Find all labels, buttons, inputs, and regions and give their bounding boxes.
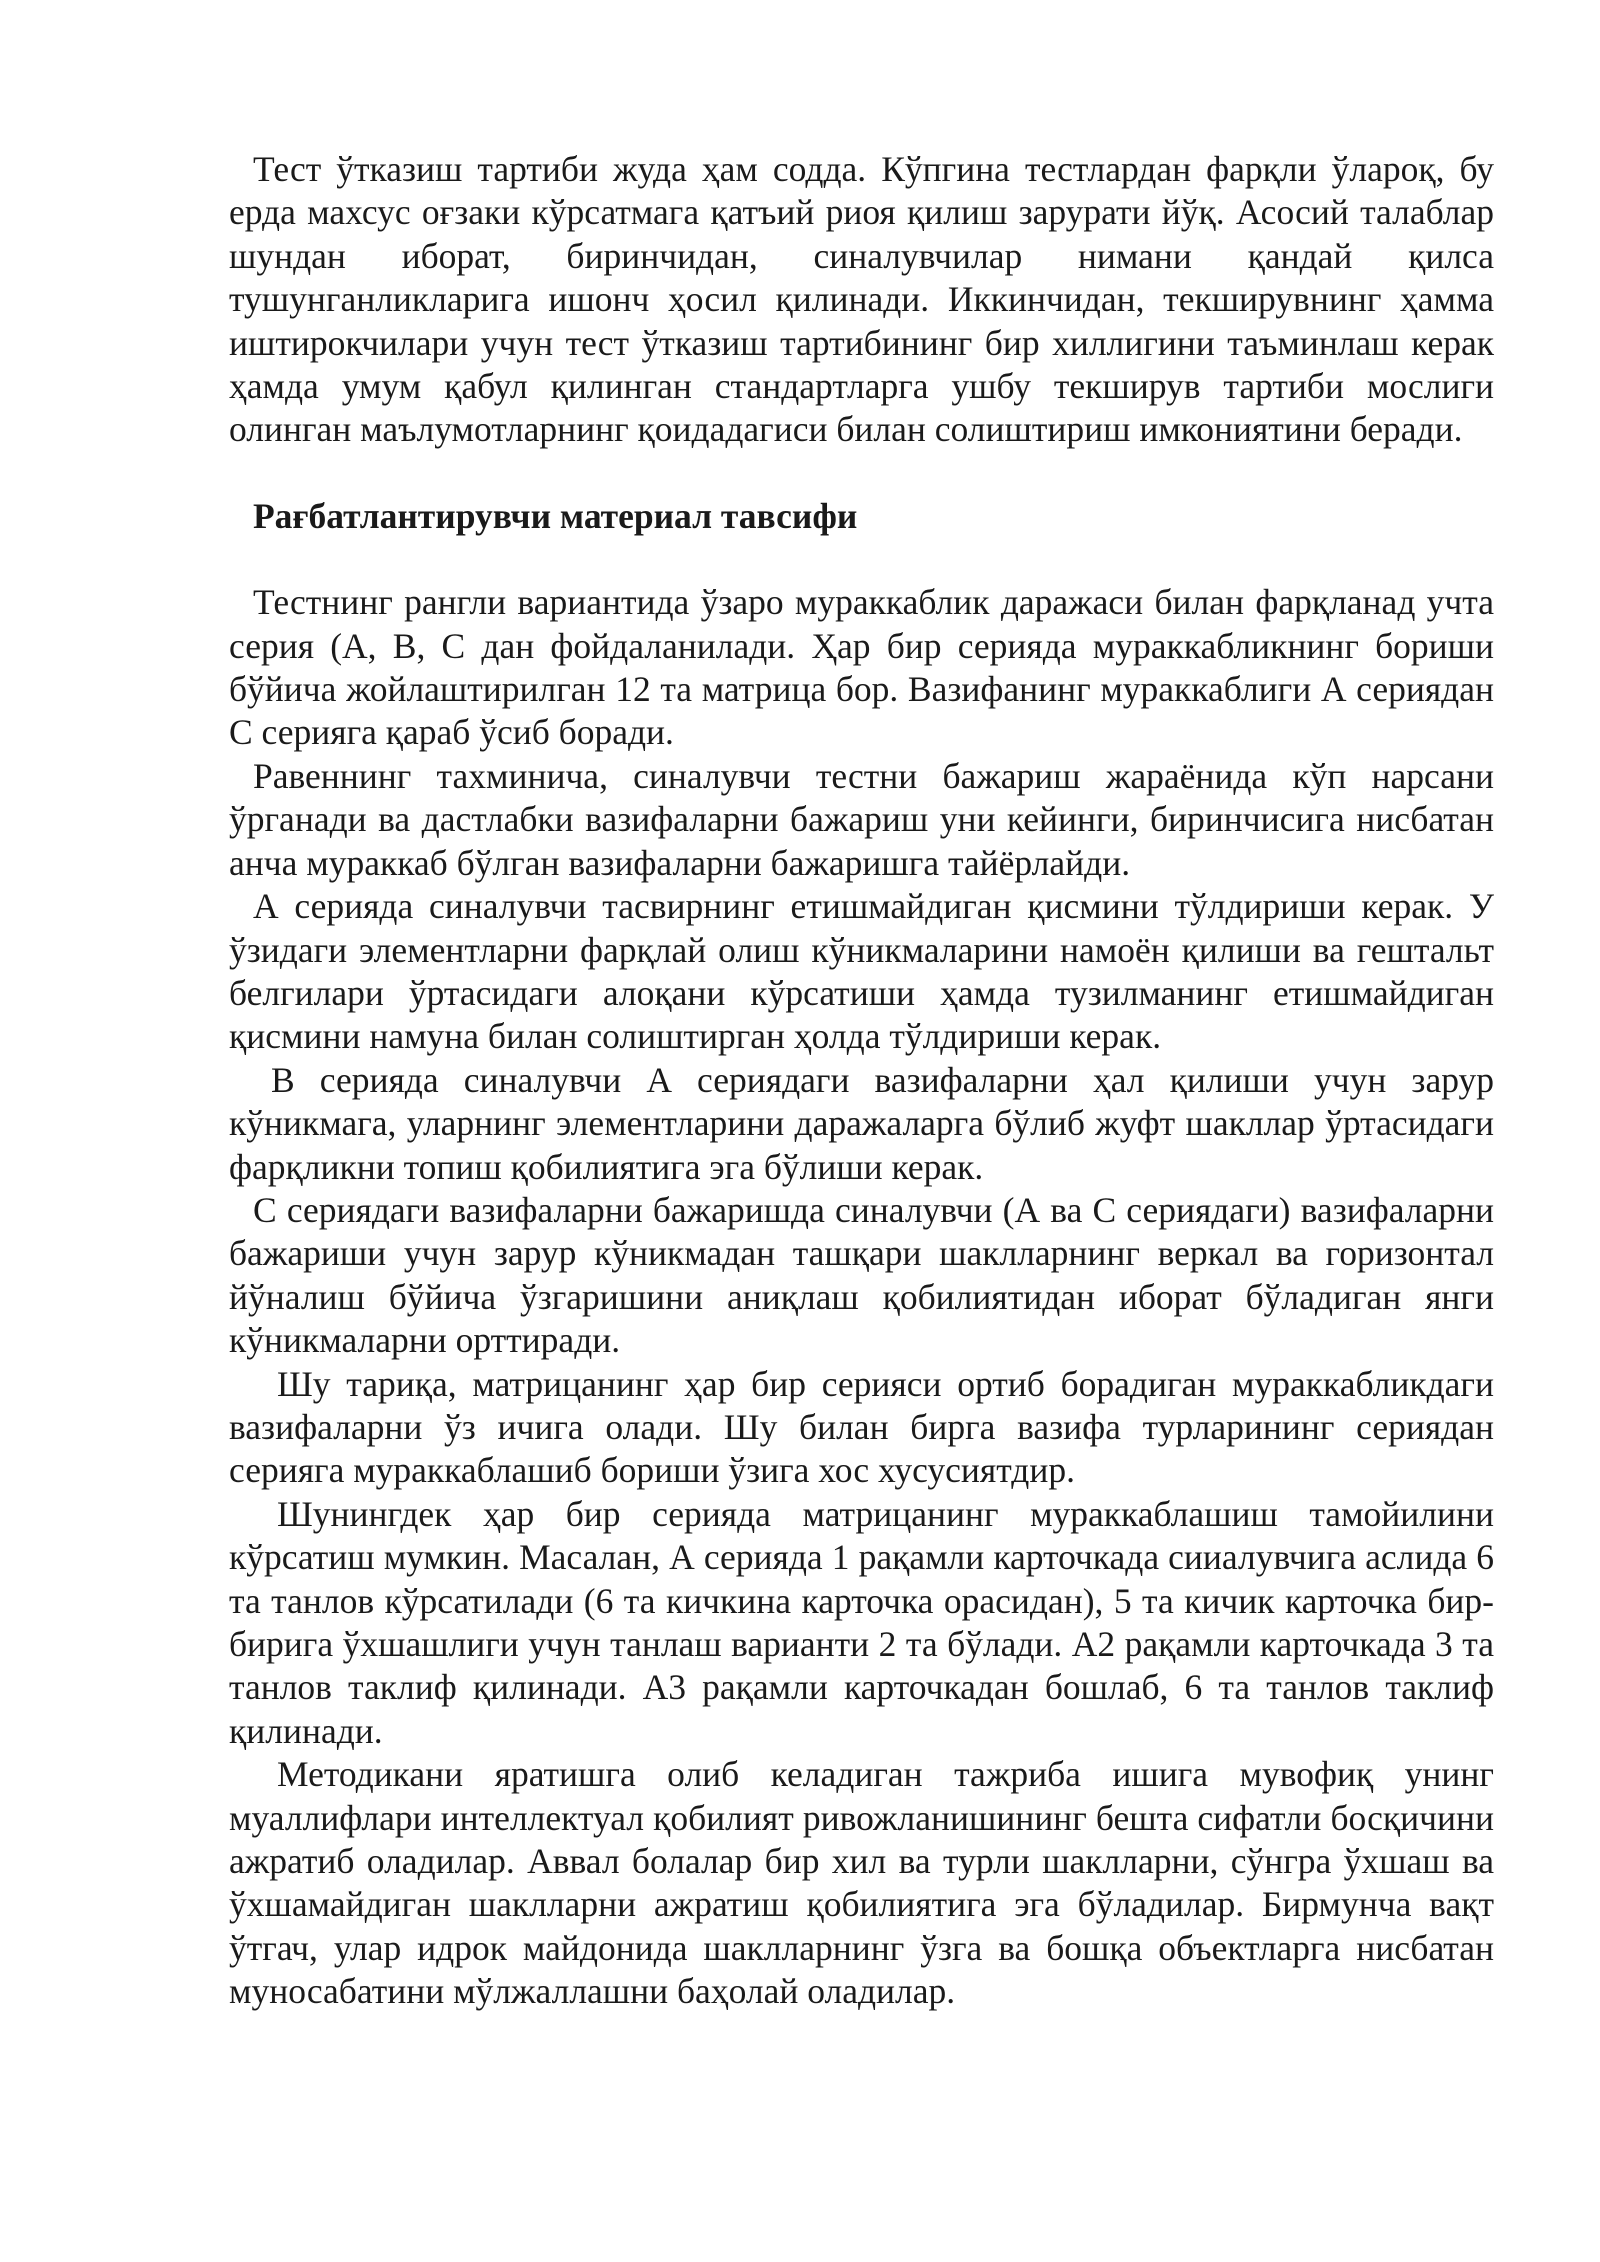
spacer bbox=[229, 538, 1494, 581]
paragraph-series-c: С сериядаги вазифаларни бажаришда синалувчи (А ва С сериядаги) вазифаларни бажариши учун зарур кўникмадан ташқари шаклларнинг веркал ва горизонтал йўналиш бўйича ўзгаришини аниқлаш қобилиятидан иборат бўладиган янги кўникмаларни орттиради. bbox=[229, 1189, 1494, 1361]
paragraph-development-stages: Методикани яратишга олиб келадиган тажриба ишига мувофиқ унинг муаллифлари интеллектуал қобилият ривожланишининг бешта сифатли босқичини ажратиб оладилар. Аввал болалар бир хил ва турли шаклларни, сўнгра ўхшаш ва ўхшамайдиган шаклларни ажратиш қобилиятига эга бўладилар. Бирмунча вақт ўтгач, улар идрок майдонида шаклларнинг ўзга ва бошқа объектларга нисбатан муносабатини мўлжаллашни баҳолай оладилар. bbox=[229, 1754, 1494, 2012]
paragraph-complexity: Шу тариқа, матрицанинг ҳар бир серияси ортиб борадиган мураккабликдаги вазифаларни ўз ичига олади. Шу билан бирга вазифа турларининг сериядан серияга мураккаблашиб бориши ўзига хос хусусиятдир. bbox=[229, 1363, 1494, 1491]
paragraph-raven-assumption: Равеннинг тахминича, синалувчи тестни бажариш жараёнида кўп нарсани ўрганади ва дастлабки вазифаларни бажариш уни кейинги, биринчисига нисбатан анча мураккаб бўлган вазифаларни бажаришга тайёрлайди. bbox=[229, 755, 1494, 883]
paragraph-series-overview: Тестнинг рангли вариантида ўзаро мураккаблик даражаси билан фарқланад учта серия (А, В, С дан фойдаланилади. Ҳар бир серияда мураккабликнинг бориши бўйича жойлаштирилган 12 та матрица бор. Вазифанинг мураккаблиги А сериядан С серияга қараб ўсиб боради. bbox=[229, 582, 1494, 753]
document-page bbox=[229, 148, 1494, 2014]
paragraph-example: Шунингдек ҳар бир серияда матрицанинг мураккаблашиш тамойилини кўрсатиш мумкин. Масалан, А серияда 1 рақамли карточкада сииалувчига аслида 6 та танлов кўрсатилади (6 та кичкина карточка орасидан), 5 та кичик карточка бир-бирига ўхшашлиги учун танлаш варианти 2 та бўлади. А2 рақамли карточкада 3 та танлов таклиф қилинади. А3 рақамли карточкадан бошлаб, 6 та танлов таклиф қилинади. bbox=[229, 1493, 1494, 1751]
paragraph-series-b: В серияда синалувчи А сериядаги вазифаларни ҳал қилиши учун зарур кўникмага, уларнинг элементларини даражаларга бўлиб жуфт шакллар ўртасидаги фарқликни топиш қобилиятига эга бўлиши керак. bbox=[229, 1059, 1494, 1187]
spacer bbox=[229, 452, 1494, 495]
section-heading: Рағбатлантирувчи материал тавсифи bbox=[253, 495, 858, 536]
paragraph-intro: Тест ўтказиш тартиби жуда ҳам содда. Кўпгина тестлардан фарқли ўлароқ, бу ерда махсус оғзаки кўрсатмага қатъий риоя қилиш зарурати йўқ. Асосий талаблар шундан иборат, биринчидан, синалувчилар нимани қандай қилса тушунганликларига ишонч ҳосил қилинади. Иккинчидан, текширувнинг ҳамма иштирокчилари учун тест ўтказиш тартибининг бир хиллигини таъминлаш керак ҳамда умум қабул қилинган стандартларга ушбу текширув тартиби мослиги олинган маълумотларнинг қоидадагиси билан солиштириш имкониятини беради. bbox=[229, 149, 1494, 450]
paragraph-series-a: А серияда синалувчи тасвирнинг етишмайдиган қисмини тўлдириши керак. У ўзидаги элементларни фарқлай олиш кўникмаларини намоён қилиши ва гештальт белгилари ўртасидаги алоқани кўрсатиши ҳамда тузилманинг етишмайдиган қисмини намуна билан солиштирган ҳолда тўлдириши керак. bbox=[229, 886, 1494, 1057]
